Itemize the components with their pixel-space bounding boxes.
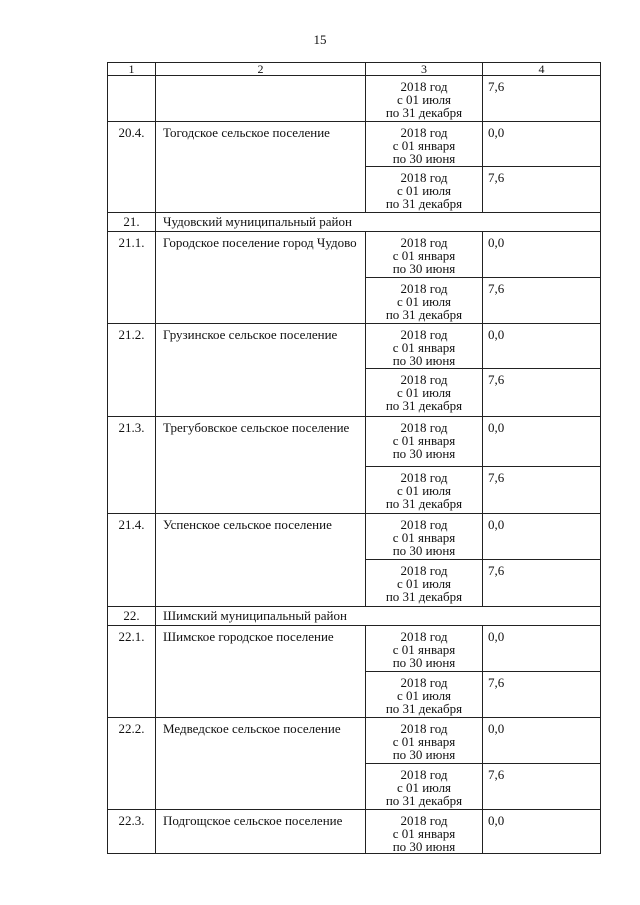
column-header-3: 3 bbox=[366, 63, 483, 76]
period-line: 2018 год bbox=[400, 281, 448, 296]
rate-cell: 0,0 bbox=[483, 514, 601, 560]
period-line: с 01 января bbox=[392, 340, 456, 355]
period-line: с 01 января bbox=[392, 433, 456, 448]
header-row bbox=[108, 63, 601, 76]
period-line: 2018 год bbox=[400, 563, 448, 578]
rate-cell: 7,6 bbox=[483, 76, 601, 122]
table-row bbox=[108, 122, 601, 167]
period-line: по 30 июня bbox=[392, 151, 456, 166]
number-cell: 21.4. bbox=[108, 514, 156, 607]
period-line: по 31 декабря bbox=[385, 496, 463, 511]
period-line: по 30 июня bbox=[392, 543, 456, 558]
rate-cell: 7,6 bbox=[483, 560, 601, 607]
name-cell: Медведское сельское поселение bbox=[156, 718, 366, 810]
period-line: с 01 января bbox=[392, 826, 456, 841]
table-row bbox=[108, 76, 601, 122]
period-line: по 31 декабря bbox=[385, 105, 463, 120]
rate-cell: 7,6 bbox=[483, 764, 601, 810]
number-cell bbox=[108, 76, 156, 122]
number-cell: 22.3. bbox=[108, 810, 156, 854]
rate-cell: 0,0 bbox=[483, 718, 601, 764]
period-cell bbox=[366, 718, 483, 764]
period-line: с 01 января bbox=[392, 734, 456, 749]
period-cell bbox=[366, 369, 483, 417]
name-cell: Шимское городское поселение bbox=[156, 626, 366, 718]
period-line: по 30 июня bbox=[392, 446, 456, 461]
period-line: 2018 год bbox=[400, 470, 448, 485]
period-cell bbox=[366, 672, 483, 718]
table-row bbox=[108, 626, 601, 672]
rate-cell: 7,6 bbox=[483, 167, 601, 213]
name-cell: Тогодское сельское поселение bbox=[156, 122, 366, 213]
number-cell: 22.2. bbox=[108, 718, 156, 810]
period-cell bbox=[366, 232, 483, 278]
period-line: 2018 год bbox=[400, 79, 448, 94]
period-cell bbox=[366, 810, 483, 854]
period-line: 2018 год bbox=[400, 125, 448, 140]
period-line: с 01 июля bbox=[396, 688, 452, 703]
table-row bbox=[108, 232, 601, 278]
number-cell: 21.1. bbox=[108, 232, 156, 324]
section-number: 21. bbox=[108, 213, 156, 232]
table-row bbox=[108, 810, 601, 854]
period-line: с 01 июля bbox=[396, 92, 452, 107]
rate-cell: 0,0 bbox=[483, 232, 601, 278]
period-line: с 01 января bbox=[392, 642, 456, 657]
period-cell bbox=[366, 76, 483, 122]
period-line: по 30 июня bbox=[392, 261, 456, 276]
number-cell: 20.4. bbox=[108, 122, 156, 213]
number-cell: 21.3. bbox=[108, 417, 156, 514]
rate-cell: 0,0 bbox=[483, 810, 601, 854]
section-row bbox=[108, 213, 601, 232]
period-cell bbox=[366, 122, 483, 167]
name-cell bbox=[156, 76, 366, 122]
period-cell bbox=[366, 167, 483, 213]
period-line: по 31 декабря bbox=[385, 589, 463, 604]
rate-cell: 0,0 bbox=[483, 122, 601, 167]
period-line: с 01 июля bbox=[396, 385, 452, 400]
period-line: 2018 год bbox=[400, 327, 448, 342]
period-line: 2018 год bbox=[400, 517, 448, 532]
number-cell: 21.2. bbox=[108, 324, 156, 417]
column-header-1: 1 bbox=[108, 63, 156, 76]
period-line: с 01 июля bbox=[396, 183, 452, 198]
period-line: с 01 июля bbox=[396, 780, 452, 795]
period-cell bbox=[366, 467, 483, 514]
page-number: 15 bbox=[313, 32, 327, 47]
period-line: по 31 декабря bbox=[385, 307, 463, 322]
section-row bbox=[108, 607, 601, 626]
rate-cell: 0,0 bbox=[483, 626, 601, 672]
period-line: по 30 июня bbox=[392, 747, 456, 762]
column-header-4: 4 bbox=[483, 63, 601, 76]
period-line: по 30 июня bbox=[392, 655, 456, 670]
column-header-2: 2 bbox=[156, 63, 366, 76]
period-line: с 01 января bbox=[392, 138, 456, 153]
period-cell bbox=[366, 417, 483, 467]
period-line: 2018 год bbox=[400, 767, 448, 782]
period-cell bbox=[366, 626, 483, 672]
name-cell: Грузинское сельское поселение bbox=[156, 324, 366, 417]
period-line: по 30 июня bbox=[392, 353, 456, 368]
period-line: по 31 декабря bbox=[385, 398, 463, 413]
period-cell bbox=[366, 514, 483, 560]
period-line: с 01 января bbox=[392, 248, 456, 263]
period-line: 2018 год bbox=[400, 721, 448, 736]
period-line: по 31 декабря bbox=[385, 793, 463, 808]
name-cell: Городское поселение город Чудово bbox=[156, 232, 366, 324]
period-line: по 31 декабря bbox=[385, 701, 463, 716]
period-line: с 01 января bbox=[392, 530, 456, 545]
table-row bbox=[108, 718, 601, 764]
tariff-table bbox=[107, 62, 601, 854]
period-cell bbox=[366, 324, 483, 369]
table-row bbox=[108, 514, 601, 560]
number-cell: 22.1. bbox=[108, 626, 156, 718]
rate-cell: 7,6 bbox=[483, 672, 601, 718]
name-cell: Трегубовское сельское поселение bbox=[156, 417, 366, 514]
period-line: с 01 июля bbox=[396, 483, 452, 498]
table-row bbox=[108, 417, 601, 467]
rate-cell: 7,6 bbox=[483, 467, 601, 514]
period-line: по 30 июня bbox=[392, 839, 456, 854]
period-line: с 01 июля bbox=[396, 294, 452, 309]
period-line: 2018 год bbox=[400, 420, 448, 435]
rate-cell: 0,0 bbox=[483, 417, 601, 467]
section-number: 22. bbox=[108, 607, 156, 626]
table-body bbox=[108, 63, 601, 854]
table-row bbox=[108, 324, 601, 369]
rate-cell: 0,0 bbox=[483, 324, 601, 369]
period-line: 2018 год bbox=[400, 629, 448, 644]
period-line: 2018 год bbox=[400, 170, 448, 185]
rate-cell: 7,6 bbox=[483, 369, 601, 417]
period-cell bbox=[366, 560, 483, 607]
section-name: Шимский муниципальный район bbox=[156, 607, 601, 626]
period-line: с 01 июля bbox=[396, 576, 452, 591]
period-line: 2018 год bbox=[400, 372, 448, 387]
period-cell bbox=[366, 764, 483, 810]
period-line: 2018 год bbox=[400, 235, 448, 250]
period-line: 2018 год bbox=[400, 675, 448, 690]
name-cell: Успенское сельское поселение bbox=[156, 514, 366, 607]
period-line: по 31 декабря bbox=[385, 196, 463, 211]
period-line: 2018 год bbox=[400, 813, 448, 828]
name-cell: Подгощское сельское поселение bbox=[156, 810, 366, 854]
rate-cell: 7,6 bbox=[483, 278, 601, 324]
period-cell bbox=[366, 278, 483, 324]
section-name: Чудовский муниципальный район bbox=[156, 213, 601, 232]
